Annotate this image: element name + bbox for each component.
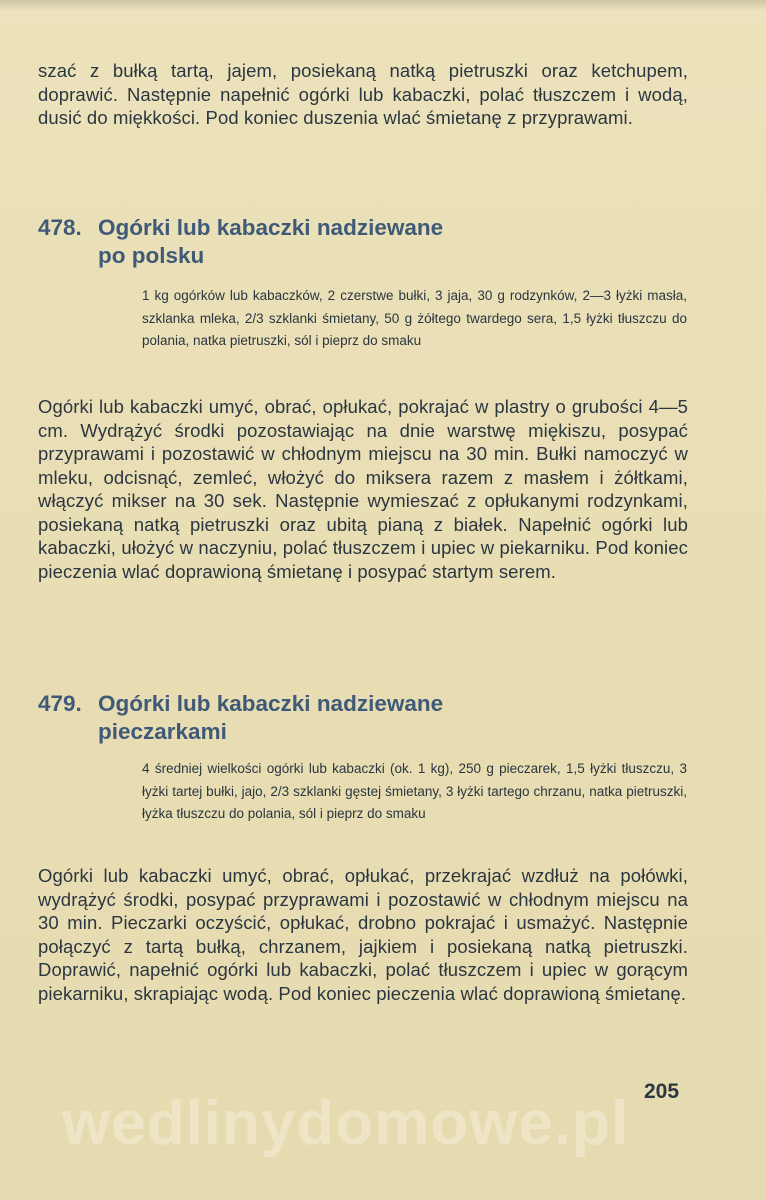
recipe-479-number: 479.: [38, 691, 82, 716]
recipe-478-ingredients: 1 kg ogórków lub kabaczków, 2 czerstwe bułki, 3 jaja, 30 g rodzynków, 2—3 łyżki masła, szklanka mleka, 2/3 szklanki śmietany, 50 g żółtego twardego sera, 1,5 łyżki tłuszczu do polania, natka pietruszki, sól i pieprz do smaku: [142, 288, 687, 348]
intro-paragraph: szać z bułką tartą, jajem, posiekaną natką pietruszki oraz ketchupem, doprawić. Następnie napełnić ogórki lub kabaczki, polać tłuszczem i wodą, dusić do miękkości. Pod koniec duszenia wlać śmietanę z przyprawami.: [38, 60, 688, 128]
recipe-479-ingredients: 4 średniej wielkości ogórki lub kabaczki (ok. 1 kg), 250 g pieczarek, 1,5 łyżki tłuszczu, 3 łyżki tartej bułki, jajo, 2/3 szklanki gęstej śmietany, 3 łyżki tartego chrzanu, natka pietruszki, łyżka tłuszczu do polania, sól i pieprz do smaku: [142, 761, 687, 821]
recipe-479-title-line2: pieczarkami: [98, 719, 227, 744]
recipe-478-number: 478.: [38, 215, 82, 240]
page-number: 205: [644, 1080, 680, 1103]
recipe-478-title-line1: Ogórki lub kabaczki nadziewane: [98, 215, 444, 240]
recipe-479-instructions: Ogórki lub kabaczki umyć, obrać, opłukać, przekrajać wzdłuż na połówki, wydrążyć środki, posypać przyprawami i pozostawić w chłodnym miejscu na 30 min. Pieczarki oczyścić, opłukać, drobno pokrajać i usmażyć. Następnie połączyć z tartą bułką, chrzanem, jajkiem i posiekaną natką pietruszki. Doprawić, napełnić ogórki lub kabaczki, polać tłuszczem i upiec w gorącym piekarniku, skrapiając wodą. Pod koniec pieczenia wlać doprawioną śmietanę.: [38, 865, 688, 1004]
recipe-478-heading: [38, 214, 443, 270]
watermark: wedlinydomowe.pl: [62, 1089, 630, 1158]
page-top-edge: [0, 0, 766, 10]
recipe-479-title-line1: Ogórki lub kabaczki nadziewane: [98, 691, 444, 716]
recipe-479-heading: [38, 690, 443, 746]
recipe-478-instructions: Ogórki lub kabaczki umyć, obrać, opłukać, pokrajać w plastry o grubości 4—5 cm. Wydrążyć środki pozostawiając na dnie warstwę miękiszu, posypać przyprawami i pozostawić w chłodnym miejscu na 30 min. Bułki namoczyć w mleku, odcisnąć, zemleć, włożyć do miksera razem z masłem i żółtkami, włączyć mikser na 30 sek. Następnie wymieszać z opłukanymi rodzynkami, posiekaną natką pietruszki oraz ubitą pianą z białek. Napełnić ogórki lub kabaczki, ułożyć w naczyniu, polać tłuszczem i upiec w piekarniku. Pod koniec pieczenia wlać doprawioną śmietanę i posypać startym serem.: [38, 396, 688, 582]
recipe-478-title-line2: po polsku: [98, 243, 205, 268]
